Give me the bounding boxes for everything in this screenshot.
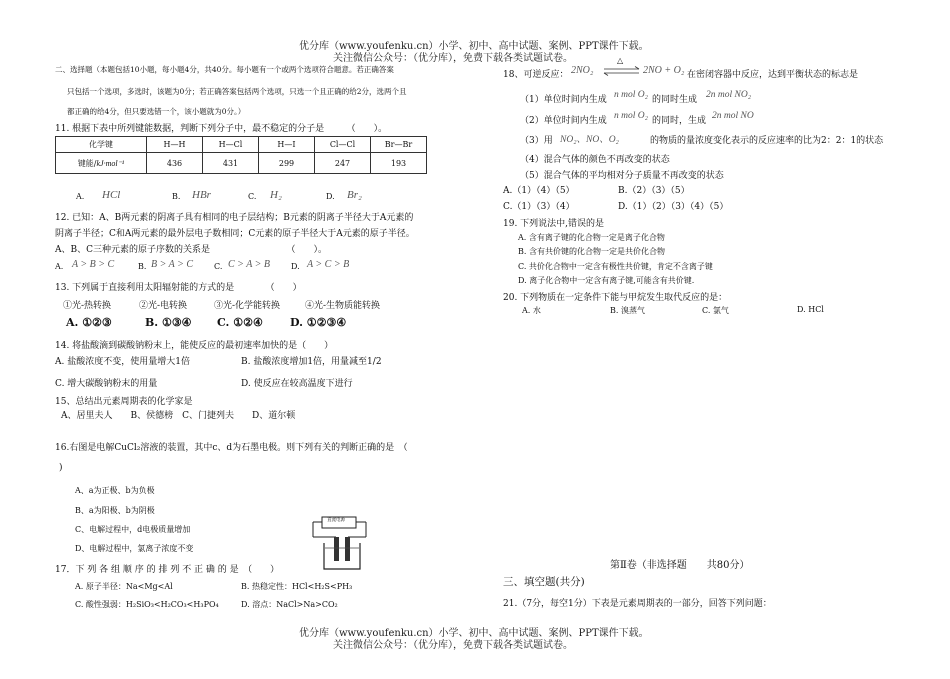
q14-option-b: B. 盐酸浓度增加1倍，用量减至1/2 — [241, 357, 382, 367]
bond-energy-table — [55, 136, 427, 174]
q18-cond-2-a: （2）单位时间内生成 — [520, 116, 607, 126]
q13-option-a: A. ①②③ — [66, 316, 112, 329]
q13-option-b: B. ①③④ — [145, 316, 192, 329]
q19-option-b: B. 含有共价键的化合物一定是共价化合物 — [518, 247, 665, 256]
q11-option-b-label: B. — [172, 192, 181, 201]
q17-option-b: B. 热稳定性：HCl<H₂S<PH₃ — [241, 582, 353, 591]
table-cell: 436 — [147, 153, 203, 174]
q11-stem: 11. 根据下表中所列键能数据，判断下列分子中，最不稳定的分子是 （ ）。 — [55, 124, 388, 134]
q18-cond-1-b: n mol O₂ — [614, 90, 648, 100]
q15-options: A、居里夫人 B、侯德榜 C、门捷列夫 D、道尔顿 — [61, 411, 296, 421]
q18-option-d: D.（1）（2）（3）（4）（5） — [618, 202, 729, 212]
q16-option-a: A、a为正极、b为负极 — [75, 486, 155, 495]
q12-line-2: 阴离子半径；C和A两元素的最外层电子数相同；C元素的原子半径大于A元素的原子半径。 — [55, 229, 415, 239]
q20-option-b: B. 溴蒸气 — [610, 306, 645, 315]
q16-line-2: ) — [59, 463, 63, 473]
q17-stem: 17．下 列 各 组 顺 序 的 排 列 不 正 确 的 是 （ ） — [55, 565, 280, 575]
q12-option-a-label: A. — [55, 262, 64, 271]
q18-cond-4: （4）混合气体的颜色不再改变的状态 — [520, 155, 670, 165]
table-cell: 193 — [371, 153, 427, 174]
q13-option-c: C. ①②④ — [217, 316, 263, 329]
section2-instructions-3: 都正确的给4分，但只要选错一个，该小题就为0分。） — [67, 107, 246, 116]
q18-condition: △ — [617, 56, 624, 65]
q14-stem: 14. 将盐酸滴到碳酸钠粉末上，能使反应的最初速率加快的是（ ） — [55, 341, 334, 351]
q12-option-b: B > A > C — [151, 259, 194, 270]
q11-option-d-label: D. — [326, 192, 335, 201]
table-cell: 431 — [203, 153, 259, 174]
q14-option-a: A. 盐酸浓度不变，使用量增大1倍 — [55, 357, 190, 367]
q18-cond-2-b: n mol O₂ — [614, 111, 648, 121]
q19-option-c: C. 共价化合物中一定含有极性共价键，肯定不含离子键 — [518, 262, 713, 271]
q12-option-d: A > C > B — [307, 259, 350, 270]
q18-cond-3-b: NO₂、NO、O₂ — [560, 135, 619, 145]
footer-line-1: 优分库（www.youfenku.cn）小学、初中、高中试题、案例、PPT课件下载。 — [299, 628, 649, 639]
q11-option-b: HBr — [192, 189, 211, 201]
q18-cond-3-c: 的物质的量浓度变化表示的反应速率的比为2：2：1的状态 — [650, 136, 884, 146]
table-header-cell: Cl—Cl — [315, 137, 371, 153]
q19-option-d: D. 离子化合物中一定含有离子键,可能含有共价键. — [518, 276, 695, 285]
q18-prefix: 18、可逆反应： — [503, 70, 569, 80]
q12-line-3: A、B、C三种元素的原子序数的关系是 （ ）。 — [55, 245, 328, 255]
electrode-d — [345, 537, 350, 561]
beaker — [324, 543, 360, 569]
q14-option-c: C. 增大碳酸钠粉末的用量 — [55, 379, 158, 389]
q12-line-1: 12. 已知：A、B两元素的阴离子具有相同的电子层结构；B元素的阴离子半径大于A元素的 — [55, 213, 414, 223]
q14-option-d: D. 使反应在较高温度下进行 — [241, 379, 353, 389]
q18-suffix: 在密闭容器中反应，达到平衡状态的标志是 — [687, 70, 859, 80]
q17-option-a: A. 原子半径：Na<Mg<Al — [75, 582, 173, 591]
q16-option-d: D、电解过程中，氯离子浓度不变 — [75, 544, 194, 553]
q11-option-d: Br₂ — [347, 189, 362, 201]
q20-option-c: C. 氯气 — [702, 306, 729, 315]
q18-option-c: C.（1）（3）（4） — [503, 202, 575, 212]
part-2-title: 第Ⅱ卷（非选择题 共80分） — [610, 560, 750, 571]
table-header-cell: H—I — [259, 137, 315, 153]
table-header-cell: H—Cl — [203, 137, 259, 153]
q11-option-c: H₂ — [270, 189, 282, 201]
q11-option-c-label: C. — [248, 192, 257, 201]
q18-cond-1-d: 2n mol NO₂ — [706, 90, 751, 100]
q19-option-a: A. 含有离子键的化合物一定是离子化合物 — [518, 233, 665, 242]
q16-option-c: C、电解过程中，d电极质量增加 — [75, 525, 191, 534]
q18-cond-1-c: 的同时生成 — [652, 95, 698, 105]
q13-stem: 13. 下列属于直接利用太阳辐射能的方式的是 （ ） — [55, 283, 302, 293]
section2-instructions-2: 只包括一个选项，多选时，该题为0分；若正确答案包括两个选项，只选一个且正确的给2分，选两个且 — [67, 87, 407, 96]
footer-line-2: 关注微信公众号：（优分库），免费下载各类试题试卷。 — [333, 640, 573, 651]
q13-item-1: ①光-热转换 — [63, 301, 112, 311]
q20-option-d: D. HCl — [797, 305, 824, 314]
section2-title: 二、选择题（本题包括10小题，每小题4分，共40分。每小题有一个或两个选项符合题意。若正确答案 — [55, 65, 394, 74]
q18-cond-2-c: 的同时，生成 — [652, 116, 707, 126]
q16-line-1: 16.右图是电解CuCl₂溶液的装置，其中c、d为石墨电极。则下列有关的判断正确的是 （ — [55, 443, 408, 453]
q18-equation-right: 2NO + O₂ — [643, 65, 685, 76]
q13-item-2: ②光-电转换 — [139, 301, 188, 311]
q18-cond-2-d: 2n mol NO — [712, 111, 754, 121]
q12-option-c: C > A > B — [228, 259, 271, 270]
power-supply-label: 直流电源 — [327, 518, 345, 523]
table-row-label: 键能/kJ·mol⁻¹ — [56, 153, 147, 174]
q16-option-b: B、a为阳极、b为阴极 — [75, 506, 155, 515]
q18-option-b: B.（2）（3）（5） — [618, 186, 690, 196]
reversible-arrow-icon — [603, 66, 641, 76]
table-header-cell: Br—Br — [371, 137, 427, 153]
table-header-cell: H—H — [147, 137, 203, 153]
q12-option-a: A > B > C — [72, 259, 115, 270]
q11-option-a: HCl — [102, 189, 121, 201]
table-cell: 299 — [259, 153, 315, 174]
section-3-title: 三、填空题(共分) — [503, 576, 585, 588]
q12-option-c-label: C. — [214, 262, 223, 271]
q13-option-d: D. ①②③④ — [290, 316, 347, 329]
q20-option-a: A. 水 — [522, 306, 541, 315]
q13-item-3: ③光-化学能转换 — [214, 301, 281, 311]
q12-option-d-label: D. — [291, 262, 300, 271]
electrode-c — [334, 537, 339, 561]
table-header-cell: 化学键 — [56, 137, 147, 153]
q19-stem: 19. 下列说法中,错误的是 — [503, 219, 605, 229]
q13-item-4: ④光-生物质能转换 — [305, 301, 381, 311]
electrolysis-diagram — [308, 515, 372, 571]
header-line-1: 优分库（www.youfenku.cn）小学、初中、高中试题、案例、PPT课件下载。 — [299, 41, 649, 52]
q17-option-d: D. 溶点：NaCl>Na>CO₂ — [241, 600, 338, 609]
q20-stem: 20. 下列物质在一定条件下能与甲烷发生取代反应的是： — [503, 293, 728, 303]
q18-equation-left: 2NO₂ — [571, 65, 594, 76]
q18-option-a: A.（1）（4）（5） — [503, 186, 575, 196]
q18-cond-5: （5）混合气体的平均相对分子质量不再改变的状态 — [520, 171, 724, 181]
q21-stem: 21.（7分，每空1分）下表是元素周期表的一部分，回答下列问题： — [503, 599, 772, 609]
header-line-2: 关注微信公众号：（优分库），免费下载各类试题试卷。 — [333, 53, 573, 64]
q15-stem: 15、总结出元素周期表的化学家是 — [55, 397, 193, 407]
q11-option-a-label: A. — [76, 192, 85, 201]
table-cell: 247 — [315, 153, 371, 174]
q18-cond-1-a: （1）单位时间内生成 — [520, 95, 607, 105]
q17-option-c: C. 酸性强弱：H₂SiO₃<H₂CO₃<H₃PO₄ — [75, 600, 219, 609]
q12-option-b-label: B. — [138, 262, 147, 271]
q18-cond-3-a: （3）用 — [520, 136, 553, 146]
